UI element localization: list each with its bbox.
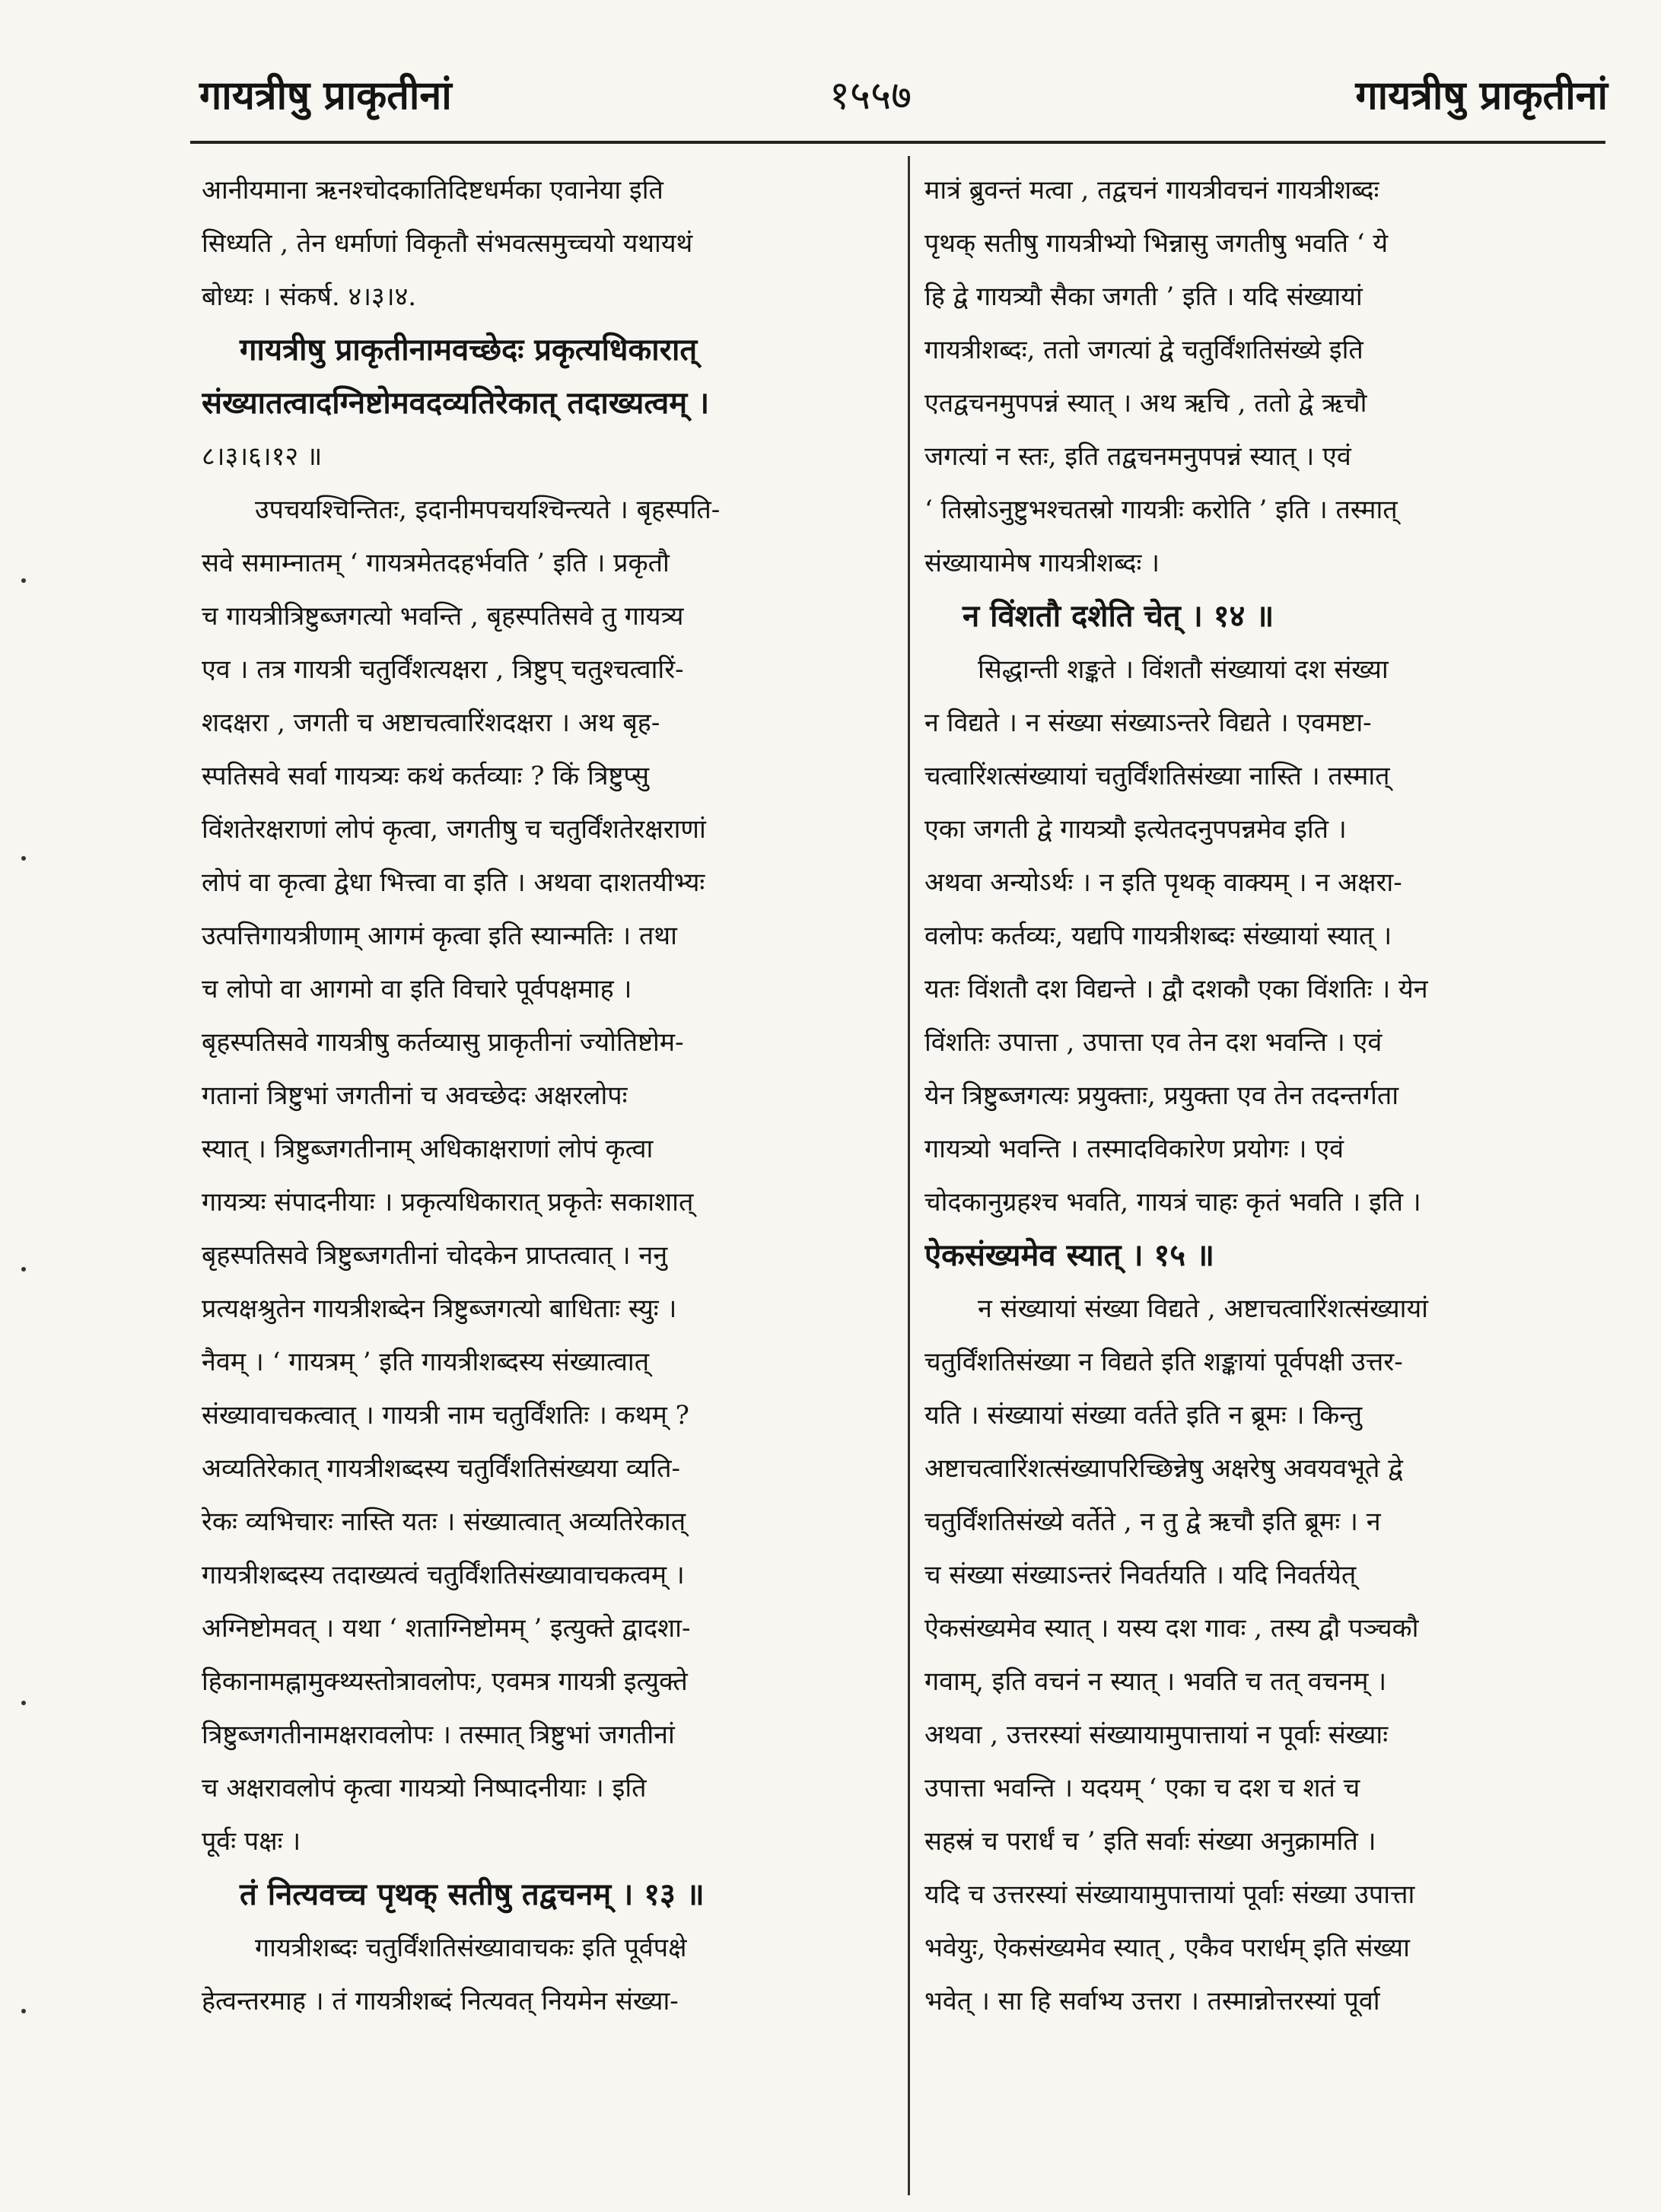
- text-line: सहस्रं च परार्धं च ’ इति सर्वाः संख्या अनुक्रामति ।: [924, 1826, 1376, 1857]
- text-line: नैवम् । ‘ गायत्रम् ’ इति गायत्रीशब्दस्य संख्यात्वात्: [202, 1347, 650, 1377]
- margin-mark: [21, 2009, 26, 2013]
- text-line: सिद्धान्ती शङ्कते । विंशतौ संख्यायां दश संख्या: [978, 654, 1389, 685]
- text-line: च लोपो वा आगमो वा इति विचारे पूर्वपक्षमाह ।: [202, 974, 632, 1004]
- text-line: हिकानामह्नामुक्थ्यस्तोत्रावलोपः, एवमत्र गायत्री इत्युक्ते: [202, 1666, 688, 1697]
- text-line: गायत्रीशब्दस्य तदाख्यत्वं चतुर्विंशतिसंख्यावाचकत्वम् ।: [202, 1560, 685, 1590]
- column-divider: [908, 156, 910, 2195]
- text-line: बोध्यः । संकर्ष. ४।३।४.: [202, 282, 417, 312]
- text-line: गायत्र्यः संपादनीयाः । प्रकृत्यधिकारात् प्रकृतेः सकाशात्: [202, 1187, 694, 1217]
- text-line: ऐकसंख्यमेव स्यात् । यस्य दश गावः , तस्य द्वौ पञ्चकौ: [924, 1613, 1419, 1644]
- text-line: भवेत् । सा हि सर्वाभ्य उत्तरा । तस्मान्नोत्तरस्यां पूर्वा: [924, 1986, 1380, 2016]
- text-line: च गायत्रीत्रिष्टुब्जगत्यो भवन्ति , बृहस्पतिसवे तु गायत्र्य: [202, 601, 684, 632]
- margin-mark: [21, 856, 26, 861]
- text-line: न संख्यायां संख्या विद्यते , अष्टाचत्वारिंशत्संख्यायां: [978, 1294, 1428, 1324]
- margin-mark: [21, 578, 26, 583]
- text-line: हेत्वन्तरमाह । तं गायत्रीशब्दं नित्यवत् नियमेन संख्या-: [202, 1986, 679, 2016]
- text-line: चतुर्विंशतिसंख्या न विद्यते इति शङ्कायां पूर्वपक्षी उत्तर-: [924, 1347, 1403, 1377]
- text-line: वलोपः कर्तव्यः, यद्यपि गायत्रीशब्दः संख्यायां स्यात् ।: [924, 921, 1392, 951]
- text-line: शदक्षरा , जगती च अष्टाचत्वारिंशदक्षरा । अथ बृह-: [202, 708, 660, 738]
- text-line: संख्यावाचकत्वात् । गायत्री नाम चतुर्विंशतिः । कथम् ?: [202, 1400, 689, 1431]
- text-line: यदि च उत्तरस्यां संख्यायामुपात्तायां पूर्वाः संख्या उपात्ता: [924, 1879, 1415, 1910]
- margin-mark: [21, 1267, 26, 1272]
- page-number: १५५७: [829, 73, 912, 119]
- text-line: प्रत्यक्षश्रुतेन गायत्रीशब्देन त्रिष्टुब्जगत्यो बाधिताः स्युः ।: [202, 1294, 677, 1324]
- text-line: यति । संख्यायां संख्या वर्तते इति न ब्रूमः । किन्तु: [924, 1400, 1363, 1431]
- margin-mark: [21, 1701, 26, 1705]
- text-line: स्पतिसवे सर्वा गायत्र्यः कथं कर्तव्याः ? किं त्रिष्टुप्सु: [202, 761, 650, 791]
- text-line: सवे समाम्नातम् ‘ गायत्रमेतदहर्भवति ’ इति । प्रकृतौ: [202, 548, 670, 578]
- text-line: अग्निष्टोमवत् । यथा ‘ शताग्निष्टोमम् ’ इत्युक्ते द्वादशा-: [202, 1613, 691, 1644]
- text-line: अथवा , उत्तरस्यां संख्यायामुपात्तायां न पूर्वाः संख्याः: [924, 1720, 1389, 1750]
- text-line: एतद्वचनमुपपन्नं स्यात् । अथ ऋचि , ततो द्वे ऋचौ: [924, 388, 1367, 419]
- text-line: गायत्र्यो भवन्ति । तस्मादविकारेण प्रयोगः । एवं: [924, 1134, 1344, 1164]
- text-line: मात्रं ब्रुवन्तं मत्वा , तद्वचनं गायत्रीवचनं गायत्रीशब्दः: [924, 175, 1379, 205]
- text-line: पृथक् सतीषु गायत्रीभ्यो भिन्नासु जगतीषु भवति ‘ ये: [924, 228, 1389, 259]
- header-rule: [190, 141, 1605, 144]
- text-line: यतः विंशतौ दश विद्यन्ते । द्वौ दशकौ एका विंशतिः । येन: [924, 974, 1428, 1004]
- right-column: [924, 164, 1609, 2188]
- text-line: विंशतिः उपात्ता , उपात्ता एव तेन दश भवन्ति । एवं: [924, 1027, 1383, 1058]
- text-line: चतुर्विंशतिसंख्ये वर्तेते , न तु द्वे ऋचौ इति ब्रूमः । न: [924, 1507, 1381, 1537]
- text-line: गायत्रीशब्दः, ततो जगत्यां द्वे चतुर्विंशतिसंख्ये इति: [924, 335, 1363, 365]
- text-line: न विद्यते । न संख्या संख्याऽन्तरे विद्यते । एवमष्टा-: [924, 708, 1372, 738]
- text-line: सिध्यति , तेन धर्माणां विकृतौ संभवत्समुच्चयो यथायथं: [202, 228, 693, 259]
- text-line: चोदकानुग्रहश्च भवति, गायत्रं चाहः कृतं भवति । इति ।: [924, 1187, 1421, 1217]
- text-line: गवाम्, इति वचनं न स्यात् । भवति च तत् वचनम् ।: [924, 1666, 1387, 1697]
- text-line: बृहस्पतिसवे त्रिष्टुब्जगतीनां चोदकेन प्राप्तत्वात् । ननु: [202, 1240, 668, 1271]
- text-line: ‘ तिस्रोऽनुष्टुभश्चतस्रो गायत्रीः करोति ’ इति । तस्मात्: [924, 495, 1398, 525]
- text-line: च अक्षरावलोपं कृत्वा गायत्र्यो निष्पादनीयाः । इति: [202, 1773, 647, 1803]
- sutra-line: ऐकसंख्यमेव स्यात् । १५ ॥: [924, 1237, 1214, 1273]
- sutra-line: न विंशतौ दशेति चेत् । १४ ॥: [963, 598, 1274, 634]
- text-line: स्यात् । त्रिष्टुब्जगतीनाम् अधिकाक्षराणां लोपं कृत्वा: [202, 1134, 654, 1164]
- text-line: पूर्वः पक्षः ।: [202, 1826, 301, 1857]
- text-line: चत्वारिंशत्संख्यायां चतुर्विंशतिसंख्या नास्ति । तस्मात्: [924, 761, 1390, 791]
- text-line: लोपं वा कृत्वा द्वेधा भित्त्वा वा इति । अथवा दाशतयीभ्यः: [202, 867, 705, 898]
- text-line: जगत्यां न स्तः, इति तद्वचनमनुपपन्नं स्यात् । एवं: [924, 441, 1351, 472]
- text-line: उत्पत्तिगायत्रीणाम् आगमं कृत्वा इति स्यान्मतिः । तथा: [202, 921, 677, 951]
- text-line: त्रिष्टुब्जगतीनामक्षरावलोपः । तस्मात् त्रिष्टुभां जगतीनां: [202, 1720, 675, 1750]
- text-line: आनीयमाना ऋनश्चोदकातिदिष्टधर्मका एवानेया इति: [202, 175, 663, 205]
- running-header-right: गायत्रीषु प्राकृतीनां: [1355, 72, 1608, 119]
- text-line: हि द्वे गायत्र्यौ सैका जगती ’ इति । यदि संख्यायां: [924, 282, 1363, 312]
- text-line: उपचयश्चिन्तितः, इदानीमपचयश्चिन्त्यते । बृहस्पति-: [255, 495, 721, 525]
- sutra-line: तं नित्यवच्च पृथक् सतीषु तद्वचनम् । १३ ॥: [240, 1876, 705, 1912]
- text-line: बृहस्पतिसवे गायत्रीषु कर्तव्यासु प्राकृतीनां ज्योतिष्टोम-: [202, 1027, 684, 1058]
- text-line: उपात्ता भवन्ति । यदयम् ‘ एका च दश च शतं च: [924, 1773, 1360, 1803]
- text-line: गतानां त्रिष्टुभां जगतीनां च अवच्छेदः अक्षरलोपः: [202, 1081, 628, 1111]
- sutra-line: गायत्रीषु प्राकृतीनामवच्छेदः प्रकृत्यधिकारात्: [240, 332, 698, 368]
- left-column: [202, 164, 886, 2188]
- text-line: एव । तत्र गायत्री चतुर्विंशत्यक्षरा , त्रिष्टुप् चतुश्चत्वारिं-: [202, 654, 684, 685]
- text-line: भवेयुः, ऐकसंख्यमेव स्यात् , एकैव परार्धम् इति संख्या: [924, 1933, 1410, 1963]
- text-line: अथवा अन्योऽर्थः । न इति पृथक् वाक्यम् । न अक्षरा-: [924, 867, 1402, 898]
- text-line: येन त्रिष्टुब्जगत्यः प्रयुक्ताः, प्रयुक्ता एव तेन तदन्तर्गता: [924, 1081, 1399, 1111]
- text-line: च संख्या संख्याऽन्तरं निवर्तयति । यदि निवर्तयेत्: [924, 1560, 1357, 1590]
- text-line: रेकः व्यभिचारः नास्ति यतः । संख्यात्वात् अव्यतिरेकात्: [202, 1507, 686, 1537]
- text-line: अव्यतिरेकात् गायत्रीशब्दस्य चतुर्विंशतिसंख्यया व्यति-: [202, 1453, 680, 1484]
- text-line: विंशतेरक्षराणां लोपं कृत्वा, जगतीषु च चतुर्विंशतेरक्षराणां: [202, 814, 706, 845]
- text-line: गायत्रीशब्दः चतुर्विंशतिसंख्यावाचकः इति पूर्वपक्षे: [255, 1933, 687, 1963]
- sutra-line: संख्यातत्वादग्निष्टोमवदव्यतिरेकात् तदाख्यत्वम् ।: [202, 385, 710, 421]
- running-header-left: गायत्रीषु प्राकृतीनां: [199, 72, 452, 119]
- text-line: अष्टाचत्वारिंशत्संख्यापरिच्छिन्नेषु अक्षरेषु अवयवभूते द्वे: [924, 1453, 1403, 1484]
- text-line: संख्यायामेष गायत्रीशब्दः ।: [924, 548, 1160, 578]
- text-line: एका जगती द्वे गायत्र्यौ इत्येतदनुपपन्नमेव इति ।: [924, 814, 1347, 845]
- text-line: ८।३।६।१२ ॥: [202, 441, 323, 472]
